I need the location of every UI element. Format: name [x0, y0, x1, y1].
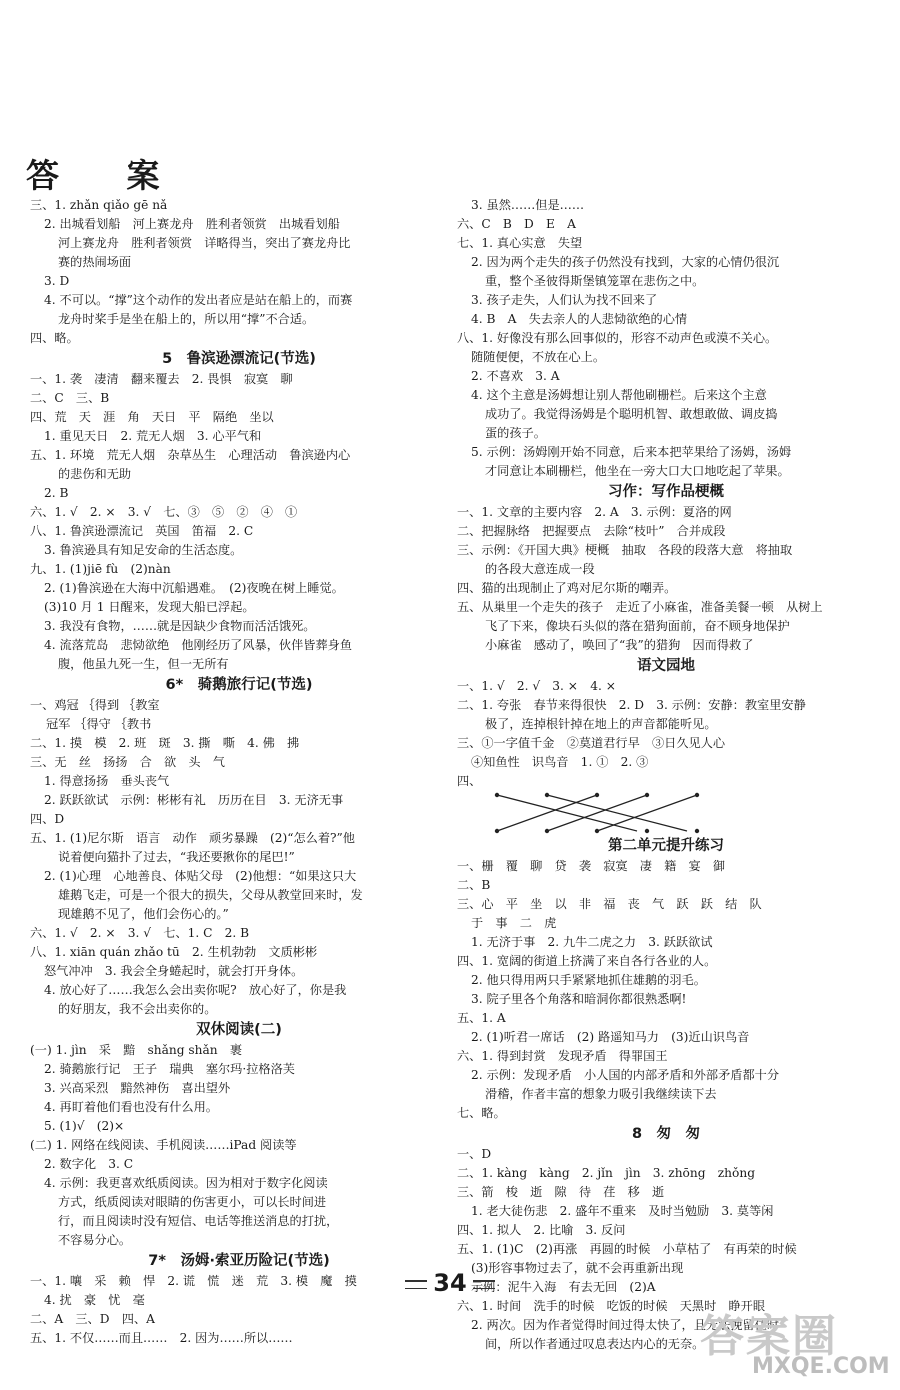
section-heading: 第二单元提升练习: [608, 838, 724, 854]
watermark-url: MXQE.COM: [752, 1354, 890, 1379]
answer-line: 于 事 二 虎: [471, 916, 557, 930]
answer-line: 不容易分心。: [58, 1233, 132, 1247]
answer-line: 二、1. 摸 模 2. 班 斑 3. 撕 嘶 4. 佛 拂: [30, 736, 300, 750]
answer-line: 2. 跃跃欲试 示例：彬彬有礼 历历在目 3. 无济无事: [44, 793, 344, 807]
answer-line: 2. 因为两个走失的孩子仍然没有找到，大家的心情仍很沉: [471, 255, 780, 269]
answer-line: 2. B: [44, 486, 69, 500]
answer-line: 三、箭 梭 逝 隙 待 荏 移 逝: [457, 1185, 665, 1199]
answer-line: 的悲伤和无助: [58, 467, 132, 481]
answer-line: 方式，纸质阅读对眼睛的伤害更小，可以长时间进: [58, 1195, 327, 1209]
answer-line: 2. (1)鲁滨逊在大海中沉船遇难。 (2)夜晚在树上睡觉。: [44, 581, 344, 595]
answer-line: 五、1. 环境 荒无人烟 杂草丛生 心理活动 鲁滨逊内心: [30, 448, 351, 462]
answer-line: 四、略。: [30, 331, 79, 345]
answer-line: 冠军 ｛得守 ｛教书: [30, 717, 152, 731]
answer-line: 二、C 三、B: [30, 391, 110, 405]
answer-line: 河上赛龙舟 胜利者领赏 详略得当，突出了赛龙舟比: [58, 236, 351, 250]
answer-line: 八、1. 鲁滨逊漂流记 英国 笛福 2. C: [30, 524, 254, 538]
answer-line: 4. 放心好了……我怎么会出卖你呢? 放心好了，你是我: [44, 983, 347, 997]
answer-line: 2. 他只得用两只手紧紧地抓住雄鹅的羽毛。: [471, 973, 706, 987]
answer-line: 一、栅 覆 聊 贷 袭 寂寞 凄 籍 宴 御: [457, 859, 726, 873]
answer-line: 七、略。: [457, 1106, 506, 1120]
answer-line: 二、B: [457, 878, 491, 892]
answer-line: 2. 示例：发现矛盾 小人国的内部矛盾和外部矛盾都十分: [471, 1068, 780, 1082]
answer-line: 2. 骑鹅旅行记 王子 瑞典 塞尔玛·拉格洛芙: [44, 1062, 295, 1076]
answer-line: 四、1. 拟人 2. 比喻 3. 反问: [457, 1223, 626, 1237]
section-heading: 5 鲁滨逊漂流记(节选): [162, 351, 316, 367]
page-title: 答 案: [26, 156, 188, 195]
answer-line: 3. 我没有食物，……就是因缺少食物而活活饿死。: [44, 619, 316, 633]
answer-line: 一、1. √ 2. √ 3. × 4. ×: [457, 679, 616, 693]
answer-line: 才同意让本刷栅栏，他坐在一旁大口大口地吃起了苹果。: [485, 464, 790, 478]
answer-line: 重，整个圣彼得斯堡镇笼罩在悲伤之中。: [485, 274, 705, 288]
answer-line: 八、1. xiān quán zhǎo tū 2. 生机勃勃 文质彬彬: [30, 945, 318, 959]
answer-line: 4. 这个主意是汤姆想让别人帮他刷栅栏。后来这个主意: [471, 388, 767, 402]
answer-line: 八、1. 好像没有那么回事似的，形容不动声色或漠不关心。: [457, 331, 778, 345]
answer-line: 六、C B D E A: [457, 217, 576, 231]
section-heading: 8 匆 匆: [631, 1126, 701, 1142]
answer-line: 一、鸡冠 ｛得到 ｛教室: [30, 698, 160, 712]
section-heading: 6* 骑鹅旅行记(节选): [165, 677, 313, 693]
answer-line: 3. 鲁滨逊具有知足安命的生活态度。: [44, 543, 243, 557]
answer-line: 1. 得意扬扬 垂头丧气: [44, 774, 170, 788]
section-heading: 习作：写作品梗概: [608, 484, 724, 500]
answer-line: 四、1. 宽阔的街道上挤满了来自各行各业的人。: [457, 954, 717, 968]
answer-line: 示例：泥牛入海 有去无回 (2)A: [471, 1280, 656, 1294]
answer-line: 5. 示例：汤姆刚开始不同意，后来本把苹果给了汤姆，汤姆: [471, 445, 792, 459]
watermark-logo: [700, 1300, 900, 1390]
answer-line: 3. 孩子走失，人们认为找不回来了: [471, 293, 658, 307]
answer-line: 3. 虽然……但是……: [471, 198, 585, 212]
answer-line: 六、1. 时间 洗手的时候 吃饭的时候 天黑时 睁开眼: [457, 1299, 766, 1313]
answer-line: (3)10 月 1 日醒来，发现大船已浮起。: [44, 600, 255, 614]
answer-line: 五、1. A: [457, 1011, 506, 1025]
answer-line: 1. 无济于事 2. 九牛二虎之力 3. 跃跃欲试: [471, 935, 713, 949]
answer-line: 六、1. √ 2. × 3. √ 七、③ ⑤ ② ④ ①: [30, 505, 298, 519]
answer-line: 3. 兴高采烈 黯然神伤 喜出望外: [44, 1081, 231, 1095]
page-number: [405, 1264, 495, 1302]
answer-line: 四、: [457, 774, 482, 788]
left-column: [30, 196, 448, 1348]
ornament-left-icon: [405, 1280, 427, 1289]
answer-line: 七、1. 真心实意 失望: [457, 236, 583, 250]
answer-line: 龙舟时桨手是坐在船上的，所以用“撑”不合适。: [58, 312, 315, 326]
answer-line: 赛的热闹场面: [58, 255, 132, 269]
answer-line: 四、猫的出现制止了鸡对尼尔斯的嘲弄。: [457, 581, 677, 595]
section-heading: 语文园地: [637, 658, 695, 674]
answer-line: 三、无 丝 扬扬 合 欲 头 气: [30, 755, 225, 769]
answer-line: 五、1. (1)C (2)再涨 再圆的时候 小草枯了 有再荣的时候: [457, 1242, 797, 1256]
answer-line: 的好朋友，我不会出卖你的。: [58, 1002, 217, 1016]
answer-line: 四、D: [30, 812, 65, 826]
matching-lines-diagram: [487, 791, 727, 835]
section-heading: 双休阅读(二): [196, 1022, 282, 1038]
answer-line: 2. 出城看划船 河上赛龙舟 胜利者领赏 出城看划船: [44, 217, 340, 231]
answer-line: 雄鹅飞走，可是一个很大的损失，父母从教堂回来时，发: [58, 888, 363, 902]
answer-line: 2. (1)心理 心地善良、体贴父母 (2)他想：“如果这只大: [44, 869, 357, 883]
answer-line: 现雄鹅不见了，他们会伤心的。”: [58, 907, 229, 921]
answer-line: (一) 1. jìn 采 黯 shǎng shǎn 裹: [30, 1043, 243, 1057]
answer-line: 飞了下来，像块石头似的落在猎狗面前，奋不顾身地保护: [485, 619, 790, 633]
answer-line: 4. 再盯着他们看也没有什么用。: [44, 1100, 218, 1114]
answer-line: 一、1. 嚷 采 赖 悍 2. 谎 慌 迷 荒 3. 模 魔 摸: [30, 1274, 357, 1288]
ornament-right-icon: [473, 1280, 495, 1289]
answer-line: 三、①一字值千金 ②莫道君行早 ③日久见人心: [457, 736, 726, 750]
answer-line: 二、A 三、D 四、A: [30, 1312, 155, 1326]
answer-line: 六、1. √ 2. × 3. √ 七、1. C 2. B: [30, 926, 250, 940]
answer-line: 五、从巢里一个走失的孩子 走近了小麻雀，准备美餐一顿 从树上: [457, 600, 823, 614]
answer-line: 小麻雀 感动了，唤回了“我”的猎狗 因而得救了: [485, 638, 754, 652]
answer-line: (3)形容事物过去了，就不会再重新出现: [471, 1261, 684, 1275]
section-heading: 7* 汤姆·索亚历险记(节选): [148, 1253, 330, 1269]
answer-line: 1. 老大徒伤悲 2. 盛年不重来 及时当勉励 3. 莫等闲: [471, 1204, 774, 1218]
answer-line: (二) 1. 网络在线阅读、手机阅读……iPad 阅读等: [30, 1138, 297, 1152]
answer-line: 4. 示例：我更喜欢纸质阅读。因为相对于数字化阅读: [44, 1176, 328, 1190]
page-number-text: 34: [433, 1269, 467, 1297]
answer-line: 一、D: [457, 1147, 492, 1161]
right-column: [457, 196, 875, 1354]
answer-line: 4. 不可以。“撑”这个动作的发出者应是站在船上的，而赛: [44, 293, 353, 307]
answer-line: 二、把握脉络 把握要点 去除“枝叶” 合并成段: [457, 524, 726, 538]
answer-line: 3. D: [44, 274, 70, 288]
answer-line: 成功了。我觉得汤姆是个聪明机智、敢想敢做、调皮捣: [485, 407, 778, 421]
answer-line: 4. B A 失去亲人的人悲恸欲绝的心情: [471, 312, 688, 326]
answer-line: 行，而且阅读时没有短信、电话等推送消息的打扰，: [58, 1214, 339, 1228]
answer-line: 三、心 平 坐 以 非 福 丧 气 跃 跃 结 队: [457, 897, 762, 911]
answer-line: 4. 扰 豪 忧 毫: [44, 1293, 145, 1307]
answer-line: 2. 两次。因为作者觉得时间过得太快了，且无法挽留住时: [471, 1318, 780, 1332]
answer-line: 3. 院子里各个角落和暗洞你都很熟悉啊!: [471, 992, 687, 1006]
answer-line: 五、1. 不仅……而且…… 2. 因为……所以……: [30, 1331, 293, 1345]
answer-line: 二、1. kàng kàng 2. jǐn jìn 3. zhōng zhǒng: [457, 1166, 755, 1180]
answer-line: 2. 不喜欢 3. A: [471, 369, 560, 383]
answer-line: 1. 重见天日 2. 荒无人烟 3. 心平气和: [44, 429, 262, 443]
answer-line: 2. (1)听君一席话 (2) 路遥知马力 (3)近山识鸟音: [471, 1030, 750, 1044]
answer-line: 一、1. 文章的主要内容 2. A 3. 示例：夏洛的网: [457, 505, 732, 519]
answer-line: 九、1. (1)jiē fù (2)nàn: [30, 562, 171, 576]
answer-line: 4. 流落荒岛 悲恸欲绝 他刚经历了风暴，伙伴皆葬身鱼: [44, 638, 353, 652]
answer-line: 五、1. (1)尼尔斯 语言 动作 顽劣暴躁 (2)“怎么着?”他: [30, 831, 355, 845]
answer-line: 一、1. 袭 凄清 翻来覆去 2. 畏惧 寂寞 聊: [30, 372, 293, 386]
answer-line: 的各段大意连成一段: [485, 562, 595, 576]
answer-line: 三、1. zhǎn qiǎo gē nǎ: [30, 198, 168, 212]
answer-line: 滑稽，作者丰富的想象力吸引我继续读下去: [485, 1087, 717, 1101]
answer-line: 蛋的孩子。: [485, 426, 546, 440]
watermark-text: 答案圈: [700, 1311, 838, 1362]
answer-line: 随随便便，不放在心上。: [471, 350, 606, 364]
answer-line: ④知鱼性 识鸟音 1. ① 2. ③: [471, 755, 649, 769]
answer-line: 说着便向猫扑了过去，“我还要揪你的尾巴!”: [58, 850, 295, 864]
answer-line: 三、示例：《开国大典》梗概 抽取 各段的段落大意 将抽取: [457, 543, 793, 557]
answer-line: 腹，他虽九死一生，但一无所有: [58, 657, 229, 671]
answer-line: 间，所以作者通过叹息表达内心的无奈。: [485, 1337, 705, 1351]
answer-line: 怒气冲冲 3. 我会全身蜷起时，就会打开身体。: [44, 964, 304, 978]
answer-line: 极了，连掉根针掉在地上的声音都能听见。: [485, 717, 717, 731]
answer-line: 二、1. 夸张 春节来得很快 2. D 3. 示例：安静：教室里安静: [457, 698, 806, 712]
answer-line: 六、1. 得到封赏 发现矛盾 得罪国王: [457, 1049, 668, 1063]
answer-line: 5. (1)√ (2)×: [44, 1119, 125, 1133]
answer-line: 四、荒 天 涯 角 天日 平 隔绝 坐以: [30, 410, 274, 424]
answer-line: 2. 数字化 3. C: [44, 1157, 134, 1171]
